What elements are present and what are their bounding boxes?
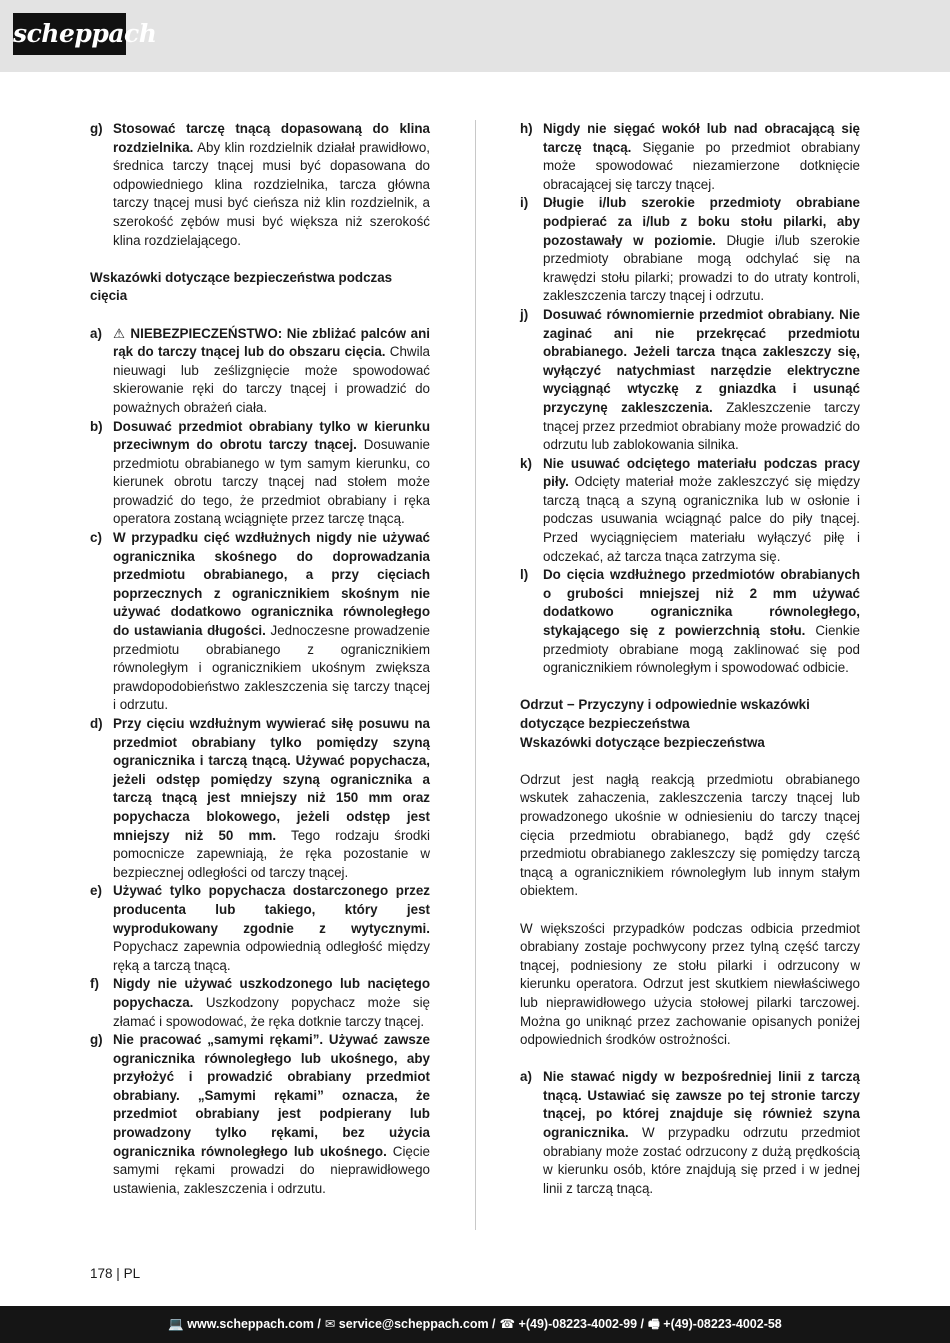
item-bold-text: Nie stawać nigdy w bezpośredniej linii z tarczą tnącą. Ustawiać się zawsze po tej stronie tarczy tnącej, po której znajduje się również szyna ogranicznika.	[543, 1069, 860, 1141]
item-bold-text: Nie pracować „samymi rękami”. Używać zawsze ogranicznika równoległego lub ukośnego, aby przyłożyć i prowadzić obrabiany przedmiot obrabiany. „Samymi rękami” oznacza, że przedmiot obrabiany jest podpierany lub prowadzony tylko rękami, bez użycia ogranicznika równoległego lub ukośnego.	[113, 1032, 430, 1159]
item-label: a)	[90, 325, 102, 341]
item-label: i)	[520, 195, 529, 211]
page-number	[90, 1266, 140, 1281]
item-body-text: Odcięty materiał może zakleszczyć się między tarczą tnącą a szyną ogranicznika lub w osłonie i podczas usuwania wciągnąć palce do piły tnącej. Przed wyciągnięciem materiału wyłączyć piłę i odczekać, aż tarcza tnąca zatrzyma się.	[543, 474, 860, 564]
right-column	[520, 120, 860, 1198]
item-label: l)	[520, 567, 529, 583]
item-text	[113, 1031, 430, 1198]
list-item	[90, 1031, 430, 1198]
item-text	[543, 566, 860, 678]
item-label: g)	[90, 1032, 103, 1048]
item-body-text: Aby klin rozdzielnik działał prawidłowo, średnica tarczy tnącej musi być dopasowana do odpowiedniego klina rozdzielnika, tarcza główna tarczy tnącej musi być cieńsza niż klin rozdzielnik, a szerokość zębów musi być większa niż szerokość klina rozdzielającego.	[113, 139, 430, 248]
item-bold-text: W przypadku cięć wzdłużnych nigdy nie używać ogranicznika skośnego do doprowadzania przedmiotu obrabianego, a przy cięciach poprzecznych z ogranicznikiem skośnym nie używać dodatkowo ogranicznika równoległego do ustawiania długości.	[113, 530, 430, 639]
item-bold-text: NIEBEZPIECZEŃSTWO: Nie zbliżać palców ani rąk do tarczy tnącej lub do obszaru cięcia.	[113, 325, 430, 360]
list-item	[90, 325, 430, 418]
item-body-text: Tego rodzaju środki pomocnicze zapewniają, że ręka pozostanie w bezpiecznej odległości od tarczy tnącej.	[113, 827, 430, 880]
item-body-text: Uszkodzony popychacz może się złamać i spowodować, że ręka dotknie tarczy tnącej.	[113, 994, 430, 1029]
item-label: j)	[520, 306, 529, 322]
item-label: h)	[520, 121, 533, 136]
item-bold-text: Przy cięciu wzdłużnym wywierać siłę posuwu na przedmiot obrabiany tylko pomiędzy szyną ogranicznika i tarczą tnącą. Używać popychacza, jeżeli odstęp pomiędzy szyną ogranicznika a tarczą tnącą jest mniejszy niż 150 mm oraz popychacza blokowego, jeżeli odstęp jest mniejszy niż 50 mm.	[113, 716, 430, 843]
list-item	[520, 306, 860, 455]
footer-fax: 🖷 +(49)-08223-4002-58	[648, 1317, 782, 1331]
paragraph: W większości przypadków podczas odbicia przedmiot obrabiany zostaje pochwycony przez tylną część tarczy tnącej, podniesiony ze stołu pilarki i odrzucony w kierunku operatora. Odrzut jest skutkiem niewłaściwego lub nieprawidłowego użycia stołowej pilarki tarczowej. Można go uniknąć przez zachowanie opisanych poniżej odpowiednich środków ostrożności.	[520, 920, 860, 1048]
left-column	[90, 120, 430, 1198]
item-label: k)	[520, 455, 532, 471]
list-item	[520, 120, 860, 194]
item-label: f)	[90, 976, 99, 992]
item-body-text: Chwila nieuwagi lub ześlizgnięcie może spowodować skierowanie ręki do tarczy tnącej i prowadzić do poważnych obrażeń ciała.	[113, 344, 430, 415]
paragraph: Odrzut jest nagłą reakcją przedmiotu obrabianego wskutek zahaczenia, zakleszczenia tarczy tnącej lub prowadzonego ukośnie w odniesieniu do tarczy tnącej cięcia przedmiotu obrabianego, bądź gdy część przedmiotu obrabianego zakleszczy się pomiędzy tarczą tnącą a ogranicznikiem równoległym lub innym stałym obiektem.	[520, 771, 860, 899]
item-text	[543, 1068, 860, 1198]
page-number-separator: |	[116, 1266, 120, 1281]
item-body-text: Sięganie po przedmiot obrabiany może spowodować niezamierzone dotknięcie obracającej się tarczy tnącej.	[543, 139, 860, 192]
item-text	[543, 194, 860, 306]
item-label: e)	[90, 883, 102, 899]
list-item	[90, 715, 430, 882]
page-number-value: 178	[90, 1266, 113, 1281]
list-item	[90, 975, 430, 1031]
item-label: b)	[90, 418, 103, 434]
list-item-g-intro	[90, 120, 430, 250]
item-text	[113, 325, 430, 418]
scheppach-logo: scheppach	[13, 13, 126, 55]
item-bold-text: Stosować tarczę tnącą dopasowaną do klina rozdzielnika.	[113, 121, 430, 155]
item-text	[113, 975, 430, 1031]
item-body-text: Dosuwanie przedmiotu obrabianego w tym samym kierunku, co kierunek obrotu tarczy tnącej nad stołem może prowadzić do tego, że przedmiot obrabiany i ręka operatora zostaną wciągnięte przez tarczę tnącą.	[113, 437, 430, 527]
footer-phone: ☎ +(49)-08223-4002-99 /	[499, 1317, 644, 1331]
item-bold-text: Nie usuwać odciętego materiału podczas pracy piły.	[543, 455, 860, 490]
item-text	[113, 418, 430, 530]
kickback-heading: Odrzut − Przyczyny i odpowiednie wskazówki dotyczące bezpieczeństwa	[520, 697, 810, 731]
item-text	[113, 715, 430, 882]
list-item	[90, 882, 430, 975]
footer-bar	[0, 1306, 950, 1343]
item-bold-text: Nigdy nie sięgać wokół lub nad obracającą się tarczę tnącą.	[543, 121, 860, 155]
item-text	[113, 120, 430, 250]
item-body-text: Jednoczesne prowadzenie przedmiotu obrabianego z ogranicznikiem równoległym i ogranicznikiem ukośnym zwiększa prawdopodobieństwo zakleszczenia się tarczy tnącej i odrzutu.	[113, 623, 430, 713]
item-label: g)	[90, 121, 103, 136]
item-bold-text: Używać tylko popychacza dostarczonego przez producenta lub takiego, który jest wyprodukowany zgodnie z wytycznymi.	[113, 883, 430, 936]
item-text	[113, 529, 430, 715]
item-body-text: Cienkie przedmioty obrabiane mogą zaklinować się pod ogranicznikiem równoległym i spowodować odbicie.	[543, 623, 860, 676]
page-language: PL	[123, 1266, 141, 1281]
item-body-text: Długie i/lub szerokie przedmioty obrabiane mogą odchylać się na krawędzi stołu pilarki; prowadzi to do utraty kontroli, zakleszczenia tarczy tnącej i odrzutu.	[543, 232, 860, 304]
list-item	[520, 194, 860, 306]
item-text	[543, 120, 860, 194]
list-item	[90, 418, 430, 530]
item-body-text: Zakleszczenie tarczy tnącej przez przedmiot obrabiany może prowadzić do odrzutu lub zablokowania silnika.	[543, 399, 860, 453]
item-body-text: Cięcie samymi rękami prowadzi do nieprawidłowego ustawienia, zakleszczenia i odrzutu.	[113, 1143, 431, 1196]
item-bold-text: Dosuwać przedmiot obrabiany tylko w kierunku przeciwnym do obrotu tarczy tnącej.	[113, 418, 430, 453]
item-bold-text: Długie i/lub szerokie przedmioty obrabiane podpierać za i/lub z boku stołu pilarki, aby pozostawały w poziomie.	[543, 195, 860, 248]
item-body-text: W przypadku odrzutu przedmiot obrabiany może zostać odrzucony z dużą prędkością w kierunku osób, które znajdują się przed i w jednej linii z tarczą tnącą.	[543, 1125, 860, 1196]
header-band	[0, 0, 950, 72]
list-item	[520, 566, 860, 678]
footer-web-link[interactable]: 💻 www.scheppach.com /	[168, 1317, 321, 1331]
item-text	[543, 455, 860, 567]
list-item	[520, 1068, 860, 1198]
item-label: a)	[520, 1069, 532, 1085]
section-heading: Wskazówki dotyczące bezpieczeństwa podczas cięcia	[90, 269, 393, 304]
column-divider	[475, 120, 476, 1230]
kickback-subheading: Wskazówki dotyczące bezpieczeństwa	[520, 734, 765, 750]
item-text	[543, 306, 860, 455]
item-bold-text: Nigdy nie używać uszkodzonego lub naciętego popychacza.	[113, 976, 430, 1010]
list-item	[520, 455, 860, 567]
item-text	[113, 882, 430, 975]
item-bold-text: Do cięcia wzdłużnego przedmiotów obrabianych o grubości mniejszej niż 2 mm używać dodatkowo ogranicznika równoległego, stykającego się z powierzchnią stołu.	[543, 567, 860, 639]
warning-icon: ⚠	[113, 325, 126, 341]
item-label: d)	[90, 716, 103, 731]
list-item	[90, 529, 430, 715]
item-body-text: Popychacz zapewnia odpowiednią odległość między ręką a tarczą tnącą.	[113, 939, 430, 973]
item-bold-text: Dosuwać równomiernie przedmiot obrabiany. Nie zaginać ani nie przekręcać przedmiotu obrabianego. Jeżeli tarcza tnąca zakleszczy się, wyłączyć natychmiast narzędzie elektryczne wyciągnąć wtyczkę z gniazdka i usunąć przyczynę zakleszczenia.	[543, 306, 860, 415]
item-label: c)	[90, 530, 102, 546]
footer-email-link[interactable]: ✉ service@scheppach.com /	[324, 1317, 496, 1331]
